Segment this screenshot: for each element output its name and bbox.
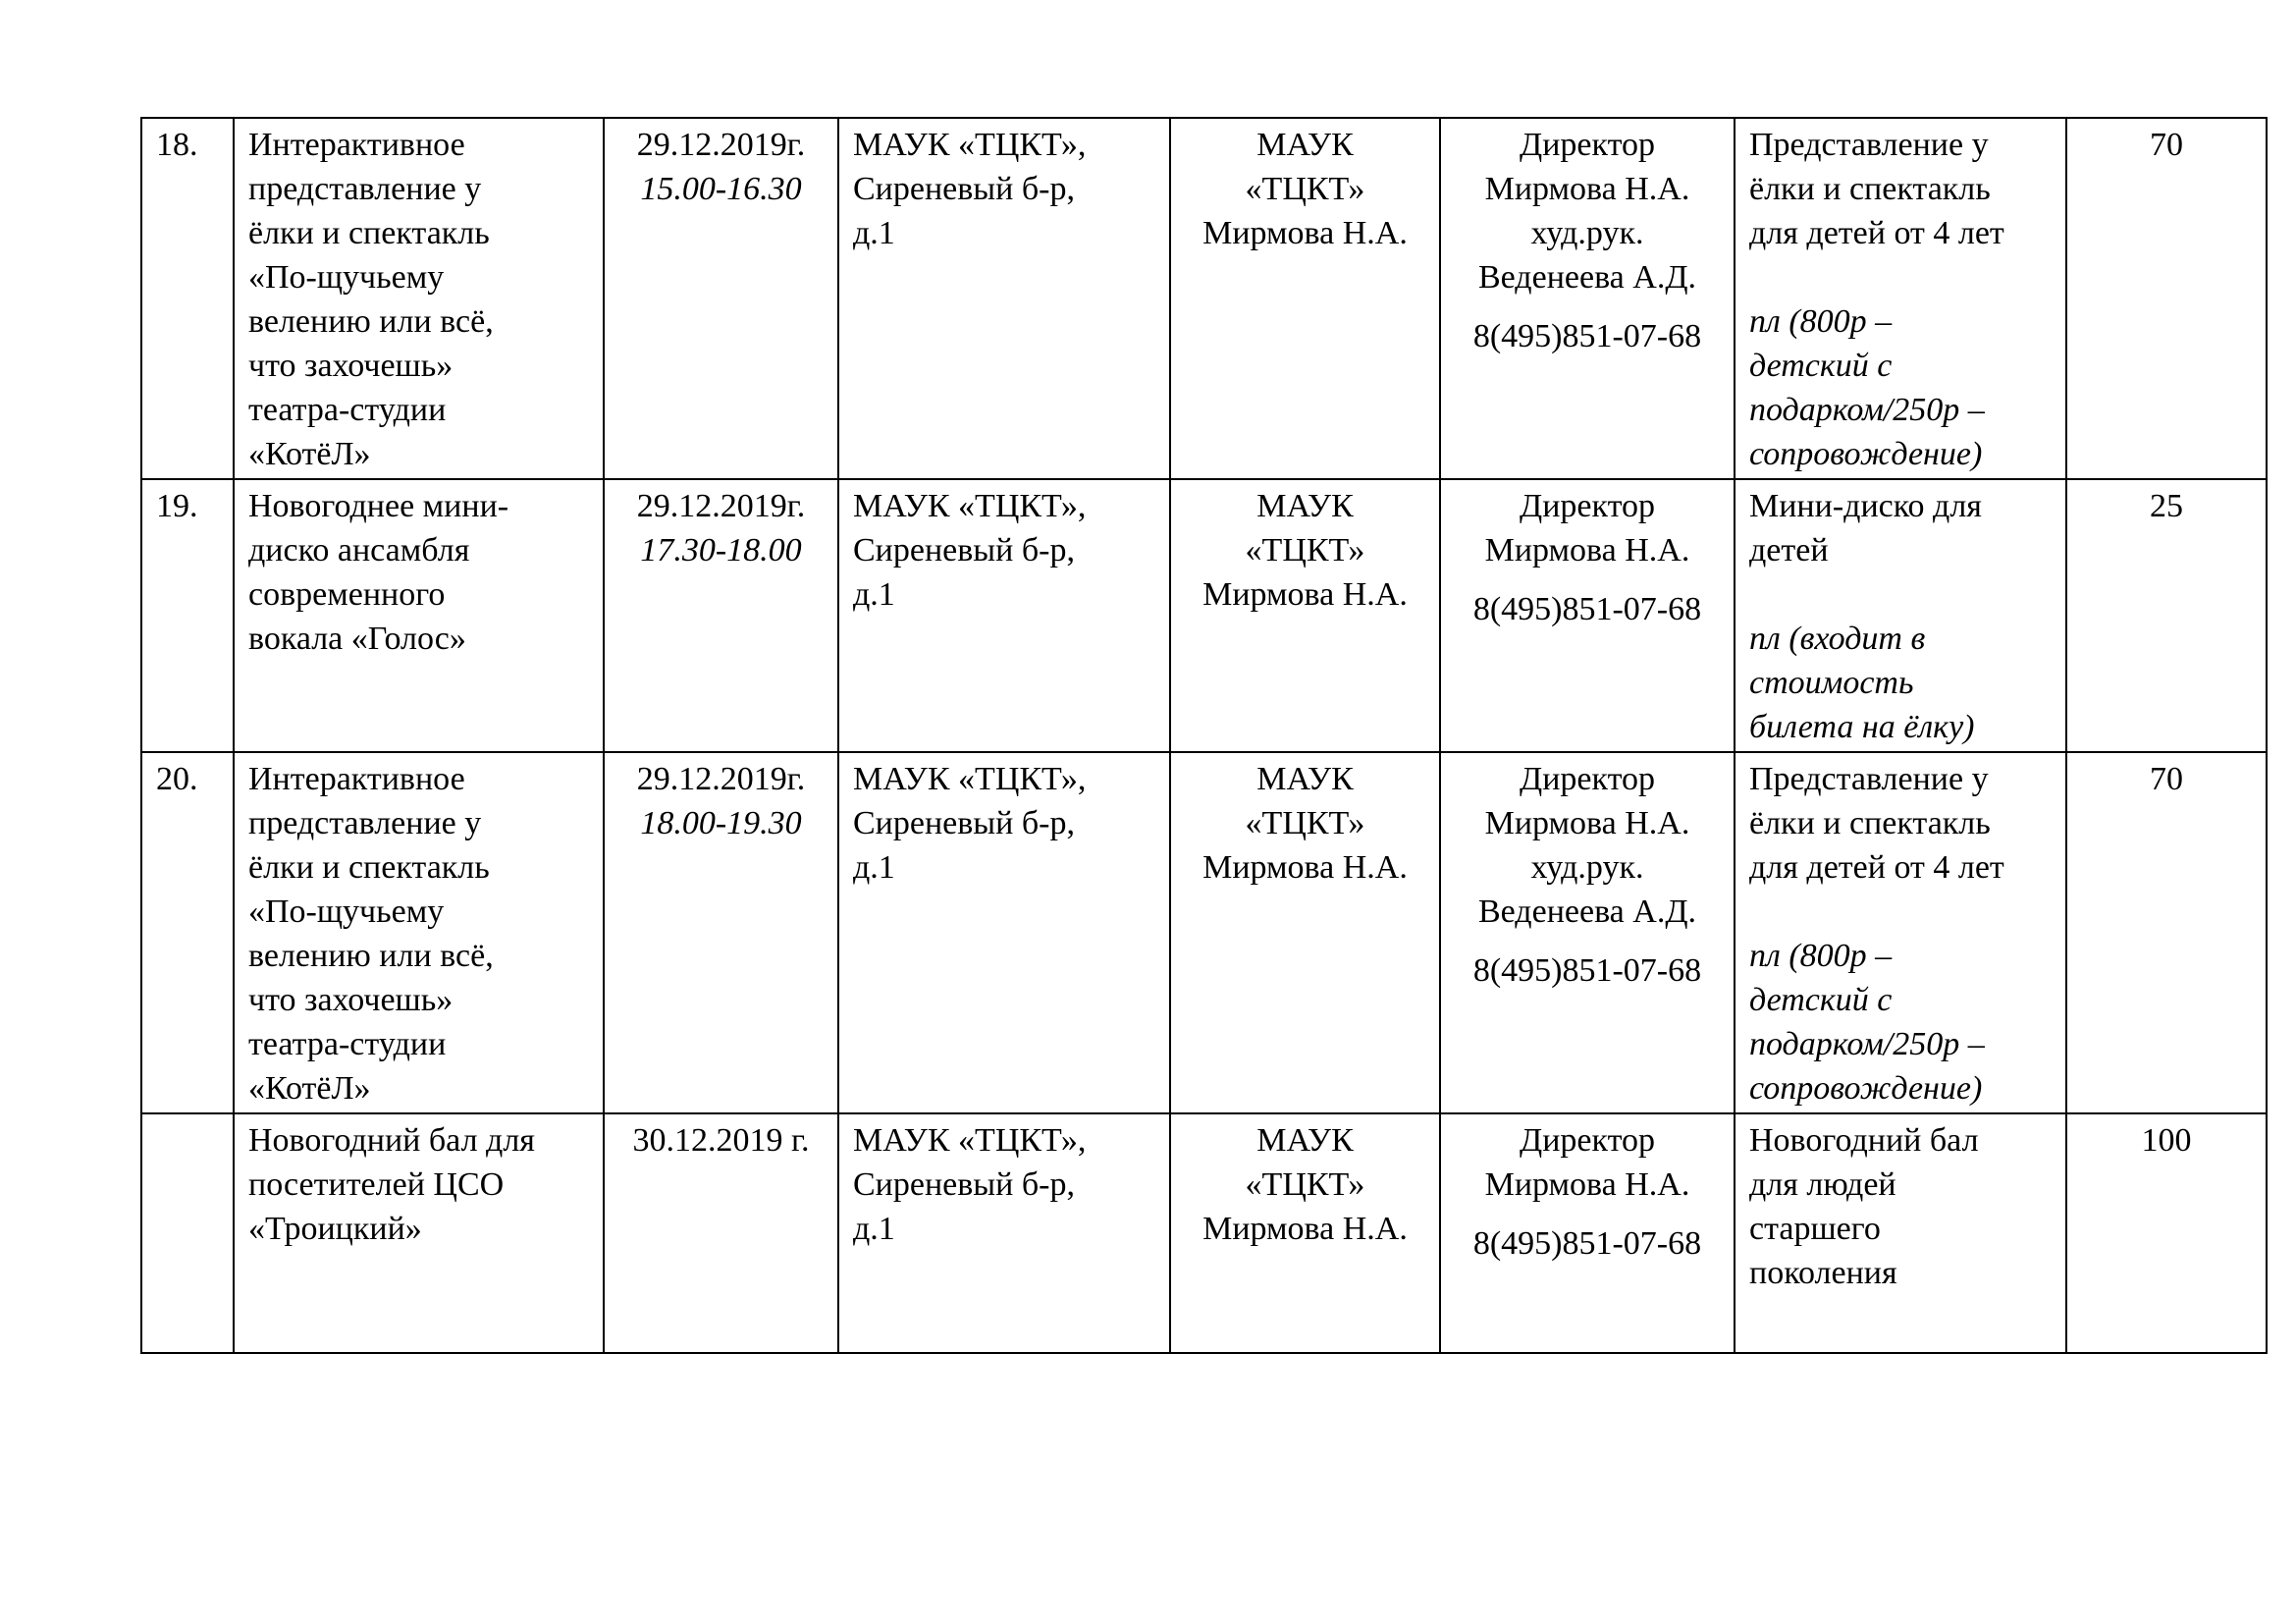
payment-note-line: детский с: [1749, 348, 1893, 384]
contact-cell: [1440, 479, 1735, 752]
event-title-line: театра-студии: [248, 392, 447, 428]
row-number: 19.: [156, 488, 198, 524]
venue-line: МАУК «ТЦКТ»,: [853, 1122, 1087, 1159]
description-line: старшего: [1749, 1211, 1881, 1247]
row-number-cell: [141, 1113, 234, 1353]
contact-phone: 8(495)851-07-68: [1472, 318, 1702, 354]
table-row: [141, 752, 2267, 1113]
spacer: [1749, 890, 2052, 934]
date-time-cell: [604, 752, 838, 1113]
venue-line: Сиреневый б-р,: [853, 1166, 1075, 1203]
event-date: 30.12.2019 г.: [632, 1122, 810, 1159]
organizer-cell: [1170, 1113, 1440, 1353]
event-title-cell: [234, 479, 604, 752]
attendance-count: 70: [2150, 761, 2183, 797]
event-title-line: посетителей ЦСО: [248, 1166, 505, 1203]
contact-phone: 8(495)851-07-68: [1472, 952, 1702, 989]
row-number-cell: [141, 118, 234, 479]
event-time: 18.00-19.30: [640, 805, 802, 841]
event-title-line: «КотёЛ»: [248, 1070, 371, 1107]
payment-note-line: билета на ёлку): [1749, 709, 1975, 745]
payment-note-line: сопровождение): [1749, 436, 1983, 472]
event-title-line: вокала «Голос»: [248, 621, 466, 657]
event-title-line: ёлки и спектакль: [248, 215, 490, 251]
organizer-line: Мирмова Н.А.: [1202, 576, 1408, 613]
event-title-cell: [234, 752, 604, 1113]
venue-cell: [838, 752, 1170, 1113]
event-date: 29.12.2019г.: [636, 127, 806, 163]
venue-line: МАУК «ТЦКТ»,: [853, 127, 1087, 163]
contact-line: худ.рук.: [1530, 215, 1644, 251]
organizer-cell: [1170, 752, 1440, 1113]
venue-cell: [838, 479, 1170, 752]
table-row: [141, 118, 2267, 479]
description-line: ёлки и спектакль: [1749, 805, 1991, 841]
event-title-line: велению или всё,: [248, 303, 494, 340]
organizer-line: «ТЦКТ»: [1245, 805, 1365, 841]
description-line: для людей: [1749, 1166, 1896, 1203]
contact-cell: [1440, 752, 1735, 1113]
venue-line: МАУК «ТЦКТ»,: [853, 761, 1087, 797]
row-number: 18.: [156, 127, 198, 163]
event-title-line: современного: [248, 576, 446, 613]
events-table-body: [141, 118, 2267, 1353]
organizer-cell: [1170, 118, 1440, 479]
description-line: Представление у: [1749, 761, 1989, 797]
venue-line: д.1: [853, 215, 895, 251]
venue-cell: [838, 1113, 1170, 1353]
payment-note-line: сопровождение): [1749, 1070, 1983, 1107]
organizer-cell: [1170, 479, 1440, 752]
payment-note-line: подарком/250р –: [1749, 392, 1985, 428]
attendance-cell: [2066, 1113, 2267, 1353]
contact-line: Директор: [1520, 761, 1655, 797]
description-line: для детей от 4 лет: [1749, 849, 2004, 886]
description-line: Новогодний бал: [1749, 1122, 1979, 1159]
contact-line: Веденеева А.Д.: [1477, 893, 1697, 930]
attendance-cell: [2066, 479, 2267, 752]
date-time-cell: [604, 1113, 838, 1353]
organizer-line: МАУК: [1256, 488, 1354, 524]
attendance-cell: [2066, 752, 2267, 1113]
event-title-cell: [234, 118, 604, 479]
organizer-line: МАУК: [1256, 761, 1354, 797]
venue-line: д.1: [853, 576, 895, 613]
event-time: 15.00-16.30: [640, 171, 802, 207]
description-line: Представление у: [1749, 127, 1989, 163]
row-number-cell: [141, 752, 234, 1113]
row-number-cell: [141, 479, 234, 752]
organizer-line: Мирмова Н.А.: [1202, 1211, 1408, 1247]
contact-line: Директор: [1520, 127, 1655, 163]
date-time-cell: [604, 479, 838, 752]
description-line: поколения: [1749, 1255, 1897, 1291]
organizer-line: «ТЦКТ»: [1245, 1166, 1365, 1203]
venue-line: д.1: [853, 849, 895, 886]
event-title-cell: [234, 1113, 604, 1353]
table-row: [141, 479, 2267, 752]
contact-line: Мирмова Н.А.: [1484, 1166, 1690, 1203]
spacer: [1749, 255, 2052, 299]
venue-line: Сиреневый б-р,: [853, 532, 1075, 568]
event-title-line: представление у: [248, 171, 482, 207]
contact-line: Директор: [1520, 488, 1655, 524]
venue-line: д.1: [853, 1211, 895, 1247]
event-date: 29.12.2019г.: [636, 761, 806, 797]
description-line: для детей от 4 лет: [1749, 215, 2004, 251]
contact-line: Мирмова Н.А.: [1484, 532, 1690, 568]
event-title-line: что захочешь»: [248, 348, 454, 384]
event-title-line: «Троицкий»: [248, 1211, 422, 1247]
organizer-line: МАУК: [1256, 127, 1354, 163]
payment-note-line: пл (800р –: [1749, 938, 1893, 974]
event-title-line: «КотёЛ»: [248, 436, 371, 472]
event-title-line: Новогоднее мини-: [248, 488, 509, 524]
organizer-line: «ТЦКТ»: [1245, 532, 1365, 568]
table-row: [141, 1113, 2267, 1353]
organizer-line: «ТЦКТ»: [1245, 171, 1365, 207]
event-title-line: велению или всё,: [248, 938, 494, 974]
contact-phone: 8(495)851-07-68: [1472, 1225, 1702, 1262]
venue-cell: [838, 118, 1170, 479]
attendance-count: 100: [2141, 1122, 2192, 1159]
attendance-count: 70: [2150, 127, 2183, 163]
event-title-line: Новогодний бал для: [248, 1122, 535, 1159]
event-time: 17.30-18.00: [640, 532, 802, 568]
description-cell: [1735, 118, 2066, 479]
attendance-count: 25: [2150, 488, 2183, 524]
description-cell: [1735, 479, 2066, 752]
event-title-line: что захочешь»: [248, 982, 454, 1018]
description-line: Мини-диско для: [1749, 488, 1982, 524]
spacer: [1749, 572, 2052, 617]
contact-line: Веденеева А.Д.: [1477, 259, 1697, 296]
event-title-line: Интерактивное: [248, 127, 465, 163]
contact-cell: [1440, 1113, 1735, 1353]
event-title-line: театра-студии: [248, 1026, 447, 1062]
attendance-cell: [2066, 118, 2267, 479]
contact-line: Мирмова Н.А.: [1484, 805, 1690, 841]
contact-phone: 8(495)851-07-68: [1472, 591, 1702, 627]
contact-cell: [1440, 118, 1735, 479]
row-number: 20.: [156, 761, 198, 797]
event-title-line: «По-щучьему: [248, 893, 445, 930]
contact-line: Директор: [1520, 1122, 1655, 1159]
event-title-line: «По-щучьему: [248, 259, 445, 296]
description-cell: [1735, 752, 2066, 1113]
events-table: [140, 117, 2268, 1354]
venue-line: МАУК «ТЦКТ»,: [853, 488, 1087, 524]
date-time-cell: [604, 118, 838, 479]
organizer-line: Мирмова Н.А.: [1202, 849, 1408, 886]
venue-line: Сиреневый б-р,: [853, 805, 1075, 841]
organizer-line: Мирмова Н.А.: [1202, 215, 1408, 251]
payment-note-line: стоимость: [1749, 665, 1914, 701]
payment-note-line: пл (800р –: [1749, 303, 1893, 340]
event-title-line: ёлки и спектакль: [248, 849, 490, 886]
payment-note-line: детский с: [1749, 982, 1893, 1018]
event-title-line: диско ансамбля: [248, 532, 470, 568]
description-line: детей: [1749, 532, 1829, 568]
event-title-line: Интерактивное: [248, 761, 465, 797]
organizer-line: МАУК: [1256, 1122, 1354, 1159]
venue-line: Сиреневый б-р,: [853, 171, 1075, 207]
contact-line: худ.рук.: [1530, 849, 1644, 886]
contact-line: Мирмова Н.А.: [1484, 171, 1690, 207]
event-date: 29.12.2019г.: [636, 488, 806, 524]
description-cell: [1735, 1113, 2066, 1353]
payment-note-line: пл (входит в: [1749, 621, 1926, 657]
description-line: ёлки и спектакль: [1749, 171, 1991, 207]
payment-note-line: подарком/250р –: [1749, 1026, 1985, 1062]
event-title-line: представление у: [248, 805, 482, 841]
